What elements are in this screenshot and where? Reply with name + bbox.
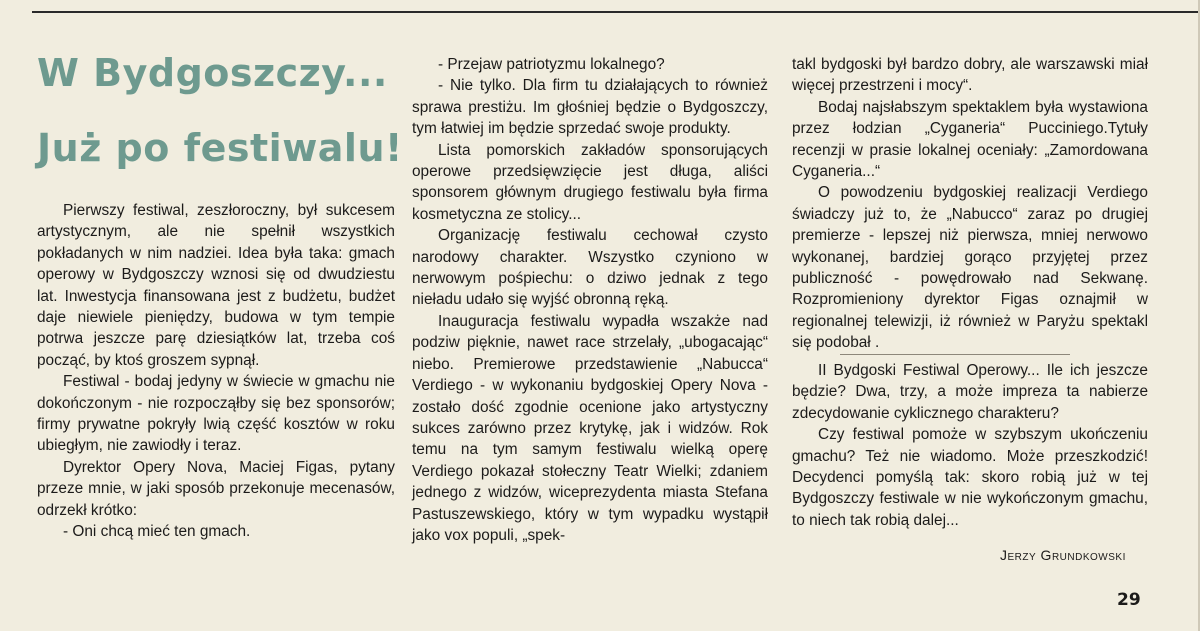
paragraph: takl bydgoski był bardzo dobry, ale warszawski miał więcej przestrzeni i mocy“. [792,56,1148,95]
column-1 [37,200,395,543]
column-2 [412,54,768,546]
paragraph: Pierwszy festiwal, zeszłoroczny, był sukcesem artystycznym, ale nie spełnił wszystkich pokładanych w nim nadziei. Idea była taka: gmach operowy w Bydgoszczy wznosi się od dwudziestu lat. Inwestycja finansowana jest z budżetu, budżet daje niewiele pieniędzy, budowa w tym tempie potrwa jeszcze parę dziesiątków lat, trzeba coś począć, by ktoś groszem sypnął. [37,202,395,369]
paragraph: Lista pomorskich zakładów sponsorujących operowe przedsięwzięcie jest długa, aliści sponsorem głównym drugiego festiwalu była firma kosmetyczna ze stolicy... [412,141,768,223]
paragraph: Inauguracja festiwalu wypadła wszakże nad podziw pięknie, nawet race strzelały, „ubogacając“ niebo. Premierowe przedstawienie „Nabucca“ Verdiego - w wykonaniu bydgoskiej Opery Nova - zostało dość zgodnie ocenione jako artystyczny sukces zarówno przez krytykę, jak i widzów. Rok temu na tym samym festiwalu wielką operę Verdiego pokazał stołeczny Teatr Wielki; zdaniem jednego z widzów, wiceprezydenta miasta Stefana Pastuszewskiego, który w tym wypadku wystąpił jako vox populi, „spek- [412,312,768,544]
paragraph: Dyrektor Opery Nova, Maciej Figas, pytany przeze mnie, w jaki sposób przekonuje mecenasów, odrzekł krótko: [37,458,395,519]
paragraph: O powodzeniu bydgoskiej realizacji Verdiego świadczy już to, że „Nabucco“ zaraz po drugiej premierze - lepszej niż pierwsza, mniej nerwowo wykonanej, bardziej gorąco przyjętej przez publiczność - powędrowało nad Sekwanę. Rozpromieniony dyrektor Figas oznajmił w regionalnej telewizji, iż również w Paryżu spektakl się podobał . [792,184,1148,352]
author-byline: Jerzy Grundkowski [1000,547,1126,563]
paragraph: Organizację festiwalu cechował czysto narodowy charakter. Wszystko czyniono w nerwowym pośpiechu: o dziwo jednak z tego nieładu udało się wyjść obronną ręką. [412,227,768,309]
article-title-line-1: W Bydgoszczy... [37,51,388,95]
paragraph: Czy festiwal pomoże w szybszym ukończeniu gmachu? Też nie wiadomo. Może przeszkodzić! Decydenci pomyślą tak: skoro robią już w tej Bydgoszczy festiwale w nie wykończonym gmachu, to niech tak robią dalej... [792,426,1148,529]
page-number: 29 [1117,590,1141,610]
paragraph: Festiwal - bodaj jedyny w świecie w gmachu nie dokończonym - nie rozpocząłby się bez sponsorów; firmy prywatne pokryły lwią część kosztów w roku ubiegłym, nie zawiodły i teraz. [37,373,395,455]
column-3-closing [792,360,1148,531]
article-title-line-2: Już po festiwalu! [37,126,403,170]
paragraph: - Oni chcą mieć ten gmach. [63,523,251,541]
paragraph: - Przejaw patriotyzmu lokalnego? [438,56,665,73]
section-divider [840,354,1070,355]
paragraph: - Nie tylko. Dla firm tu działających to również sprawa prestiżu. Im głośniej będzie o Bydgoszczy, tym łatwiej im będzie sprzedać swoje produkty. [412,77,768,138]
column-3 [792,54,1148,354]
top-rule [32,11,1198,13]
paragraph: II Bydgoski Festiwal Operowy... Ile ich jeszcze będzie? Dwa, trzy, a może impreza ta nabierze zdecydowanie cyklicznego charakteru? [792,362,1148,422]
paragraph: Bodaj najsłabszym spektaklem była wystawiona przez łodzian „Cyganeria“ Pucciniego.Tytuły recenzji w prasie lokalnej oceniały: „Zamordowana Cyganeria...“ [792,98,1148,181]
